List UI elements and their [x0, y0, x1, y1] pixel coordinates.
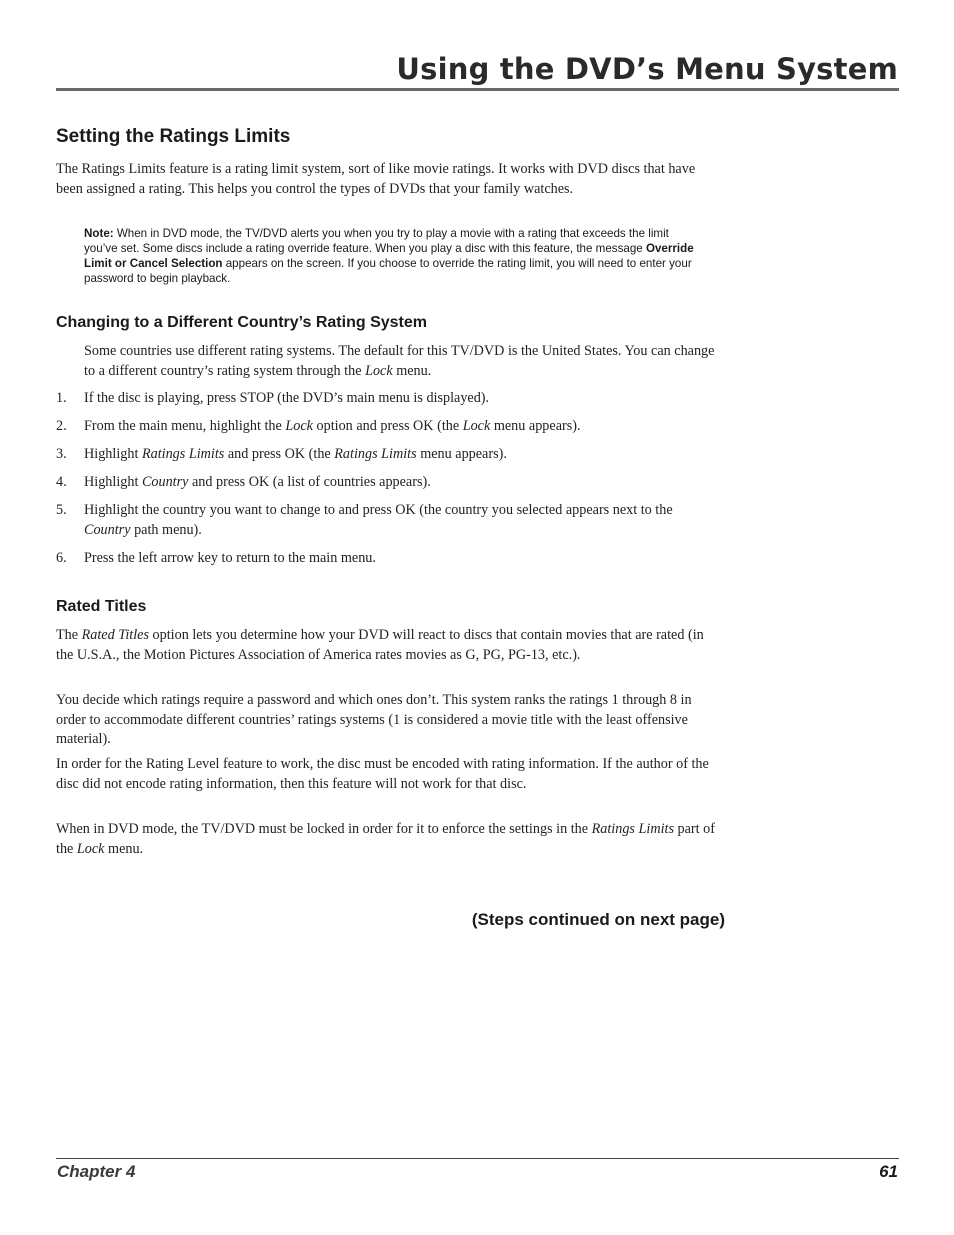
country-intro-italic: Lock [365, 362, 393, 379]
step-text: Press the left arrow key to return to the main menu. [84, 549, 376, 566]
footer-page-number: 61 [879, 1162, 898, 1181]
step-text: Highlight [84, 474, 142, 490]
step-number: 3. [56, 446, 67, 462]
step-italic: Lock [462, 418, 491, 434]
rated-p1-italic: Rated Titles [81, 627, 149, 643]
step-text: path menu). [130, 521, 202, 538]
country-heading: Changing to a Different Country’s Rating System [56, 314, 427, 331]
step-italic: Ratings Limits [334, 446, 417, 462]
step-number: 1. [56, 390, 67, 406]
country-intro-a: Some countries use different rating systems. The default for this TV/DVD is the United States. You can change to a different country’s rating system through the [84, 343, 715, 379]
step-italic: Country [84, 521, 131, 538]
step-text: If the disc is playing, press STOP (the DVD’s main menu is displayed). [84, 390, 490, 406]
note-text-1: When in DVD mode, the TV/DVD alerts you when you try to play a movie with a rating that exceeds the limit you’ve set. Some discs include a rating override feature. When you play a disc with this feature, the message [84, 227, 669, 255]
country-intro [84, 342, 718, 381]
step-number: 2. [56, 418, 67, 434]
step-item [56, 417, 720, 437]
page-header-title: Using the DVD’s Menu System [396, 52, 898, 86]
step-text: option and press OK (the [312, 418, 463, 434]
footer-chapter: Chapter 4 [57, 1162, 136, 1181]
note-text-2: appears on the screen. If you choose to override the rating limit, you will need to enter your password to begin playback. [84, 257, 692, 285]
step-item [56, 501, 720, 540]
rated-p4-italic-2: Lock [76, 840, 105, 857]
step-item [56, 549, 720, 569]
note-bold-message: Override Limit or Cancel Selection [84, 242, 694, 270]
step-italic: Country [141, 474, 189, 490]
step-text: menu appears). [490, 418, 581, 434]
step-italic: Ratings Limits [141, 446, 225, 462]
step-text: From the main menu, highlight the [84, 418, 286, 434]
step-text: and press OK (the [224, 446, 335, 462]
note-block [84, 226, 704, 286]
step-item [56, 389, 720, 409]
country-intro-b: menu. [392, 362, 432, 379]
rated-p1-a: The [56, 627, 82, 643]
step-item [56, 473, 720, 493]
section-intro: The Ratings Limits feature is a rating limit system, sort of like movie ratings. It works with DVD discs that have been assigned a rating. This helps you control the types of DVDs that your family watches. [56, 161, 696, 197]
step-text: Highlight [84, 446, 142, 462]
header-rule [56, 88, 899, 91]
step-text: and press OK (a list of countries appears). [188, 474, 431, 490]
section-heading: Setting the Ratings Limits [56, 126, 291, 147]
step-text: menu appears). [416, 446, 507, 462]
step-italic: Lock [285, 418, 313, 434]
rated-paragraph-3: In order for the Rating Level feature to work, the disc must be encoded with rating information. If the author of the disc did not encode rating information, then this feature will not work for that disc. [56, 756, 709, 792]
footer-rule [56, 1158, 899, 1159]
rated-paragraph-2: You decide which ratings require a password and which ones don’t. This system ranks the ratings 1 through 8 in order to accommodate different countries’ ratings systems (1 is considered a movie title with the least offensive material). [56, 692, 692, 747]
step-number: 6. [56, 549, 67, 566]
rated-p4-b: part of the [56, 821, 715, 857]
step-text: Highlight the country you want to change to and press OK (the country you selected appears next to the [84, 502, 673, 518]
steps-list [56, 389, 720, 577]
rated-paragraph-1 [56, 626, 718, 665]
rated-titles-heading: Rated Titles [56, 598, 147, 615]
rated-p4-c: menu. [104, 840, 144, 857]
rated-p4-italic-1: Ratings Limits [591, 821, 674, 837]
rated-p1-b: option lets you determine how your DVD will react to discs that contain movies that are rated (in the U.S.A., the Motion Pictures Association of America rates movies as G, PG, PG-13, etc.). [56, 627, 704, 663]
step-number: 4. [56, 474, 67, 490]
rated-p4-a: When in DVD mode, the TV/DVD must be locked in order for it to enforce the settings in the [56, 821, 592, 837]
steps-continued-note: (Steps continued on next page) [471, 910, 725, 929]
note-label: Note: [84, 227, 114, 240]
rated-paragraph-4 [56, 820, 718, 859]
step-item [56, 445, 720, 465]
step-number: 5. [56, 502, 67, 518]
